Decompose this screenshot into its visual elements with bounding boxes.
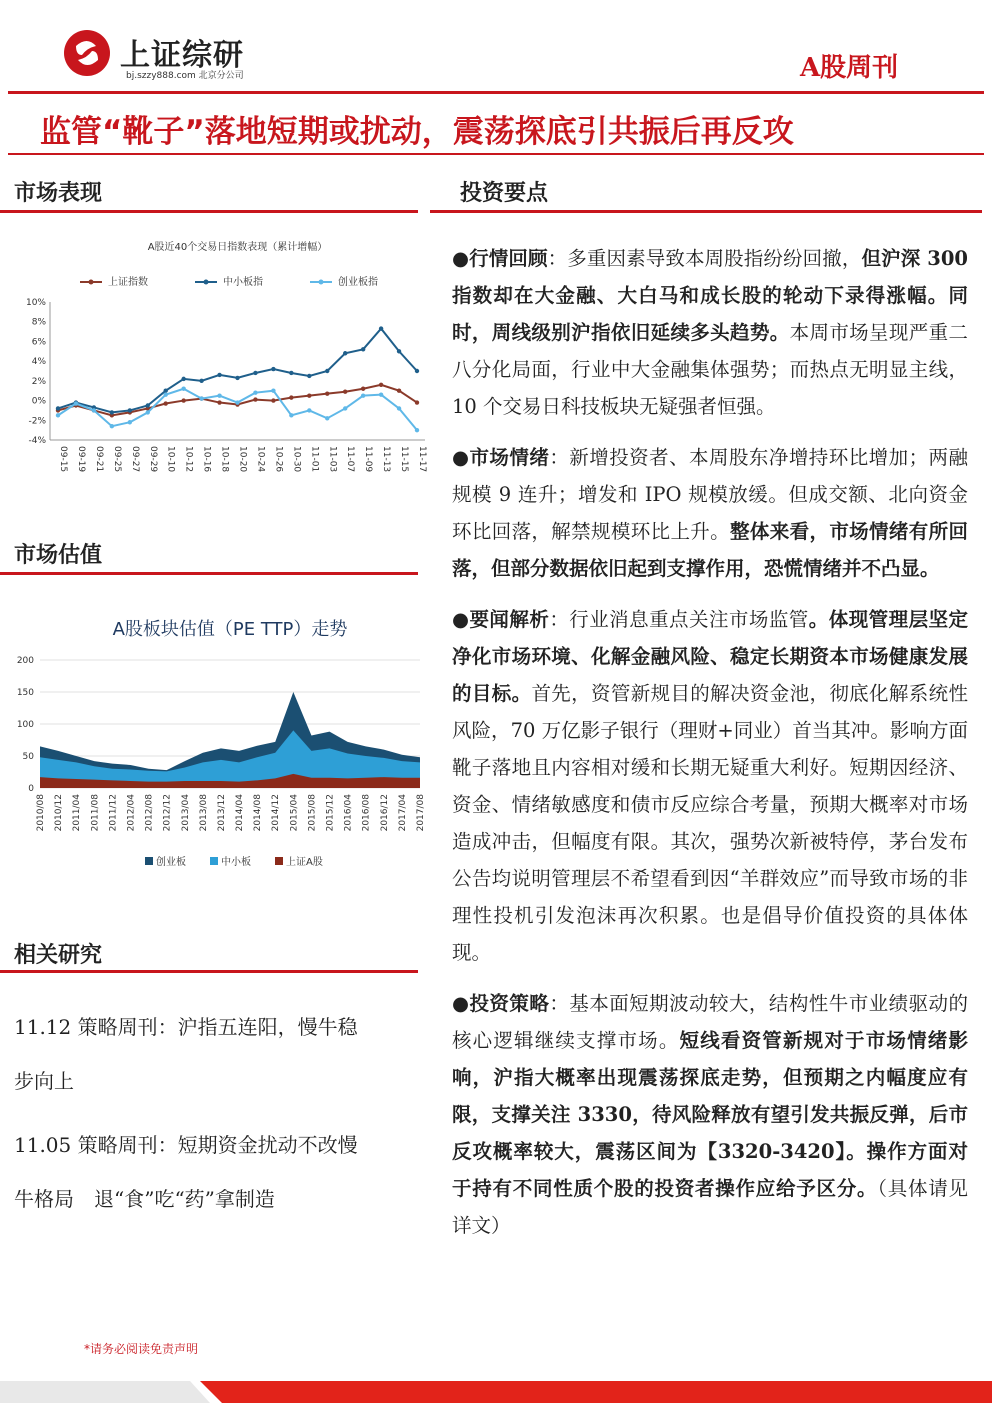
data-point	[361, 393, 365, 397]
para-review: ●行情回顾：多重因素导致本周股指纷纷回撤，但沪深 300 指数却在大金融、大白马和成长股的轮动下录得涨幅。同时，周线级别沪指依旧延续多头趋势。本周市场呈现严重二八分化局面，行业中大金融集体强势；而热点无明显主线，10 个交易日科技板块无疑强者恒强。	[452, 247, 968, 418]
data-point	[397, 389, 401, 393]
x-tick-label: 09-15	[58, 446, 68, 473]
x-tick-label: 2015/08	[307, 794, 318, 832]
data-point	[415, 369, 419, 373]
data-point	[379, 383, 383, 387]
section-rule	[0, 572, 418, 575]
data-point	[415, 400, 419, 404]
x-tick-label: 2010/12	[54, 794, 65, 832]
y-tick-label: 4%	[31, 357, 46, 368]
data-point	[379, 326, 383, 330]
y-tick-label: 10%	[25, 298, 46, 308]
chart-title: A股近40个交易日指数表现（累计增幅）	[147, 242, 328, 253]
x-tick-label: 2011/08	[90, 794, 101, 832]
x-tick-label: 2013/12	[216, 794, 227, 832]
investment-body	[452, 240, 968, 1244]
data-point	[307, 408, 311, 412]
y-tick-label: 200	[16, 656, 34, 666]
data-point	[343, 390, 347, 394]
data-point	[397, 349, 401, 353]
data-point	[325, 369, 329, 373]
x-tick-label: 2015/12	[325, 794, 336, 832]
x-tick-label: 11-15	[399, 446, 410, 473]
legend-swatch	[145, 857, 153, 865]
x-tick-label: 2016/12	[379, 794, 390, 832]
data-point	[146, 403, 150, 407]
data-point	[343, 406, 347, 410]
section-valuation: 市场估值	[14, 543, 103, 568]
data-point	[146, 410, 150, 414]
x-tick-label: 10-24	[255, 446, 266, 473]
disclaimer[interactable]: *请务必阅读免责声明	[84, 1342, 199, 1356]
data-point	[289, 395, 293, 399]
data-point	[325, 416, 329, 420]
footer-stripe	[0, 1373, 992, 1403]
series-line	[58, 329, 417, 413]
x-tick-label: 2017/08	[416, 794, 426, 832]
data-point	[253, 397, 257, 401]
legend-label: 创业板	[156, 857, 186, 868]
x-tick-label: 2011/04	[72, 794, 83, 832]
legend-label: 创业板指	[338, 277, 378, 288]
x-tick-label: 09-25	[111, 446, 122, 473]
x-tick-label: 10-10	[165, 446, 176, 473]
x-tick-label: 2014/08	[253, 794, 264, 832]
x-tick-label: 2010/08	[36, 794, 46, 832]
para-news: ●要闻解析：行业消息重点关注市场监管。体现管理层坚定净化市场环境、化解金融风险、稳定长期资本市场健康发展的目标。首先，资管新规目的解决资金池，彻底化解系统性风险，70 万亿影子银行（理财+同业）首当其冲。影响方面靴子落地且内容相对缓和长期无疑重大利好。短期因经济、资金、情绪敏感度和债市反应综合考量，预期大概率对市场造成冲击，但幅度有限。其次，强势次新被特停，茅台发布公告均说明管理层不希望看到因“羊群效应”而导致市场的非理性投机引发泡沫再次积累。也是倡导价值投资的具体体现。	[452, 608, 968, 964]
legend-marker	[204, 280, 209, 285]
data-point	[74, 401, 78, 405]
data-point	[415, 428, 419, 432]
data-point	[235, 376, 239, 380]
x-tick-label: 11-01	[309, 446, 320, 473]
index-performance-chart	[10, 230, 435, 520]
data-point	[181, 377, 185, 381]
headline-rule	[8, 153, 984, 155]
x-tick-label: 10-30	[291, 446, 302, 473]
data-point	[271, 398, 275, 402]
legend-swatch	[275, 857, 283, 865]
x-tick-label: 2011/12	[108, 794, 119, 832]
data-point	[271, 389, 275, 393]
data-point	[253, 371, 257, 375]
x-tick-label: 11-13	[381, 446, 392, 473]
data-point	[235, 400, 239, 404]
x-tick-label: 2014/12	[271, 794, 282, 832]
x-tick-label: 2014/04	[235, 794, 246, 832]
section-related: 相关研究	[14, 943, 103, 968]
y-tick-label: 0%	[31, 396, 46, 407]
logo-icon	[62, 28, 112, 78]
valuation-chart	[5, 605, 430, 905]
legend-label: 中小板指	[223, 277, 263, 288]
x-tick-label: 2012/08	[144, 794, 155, 832]
related-item[interactable]: 11.05 策略周刊：短期资金扰动不改慢 牛格局 退“食”吃“药”拿制造	[14, 1133, 358, 1211]
data-point	[128, 420, 132, 424]
section-rule	[430, 210, 982, 213]
legend-swatch	[210, 857, 218, 865]
data-point	[307, 374, 311, 378]
x-tick-label: 10-26	[273, 446, 284, 473]
x-tick-label: 10-20	[237, 446, 248, 473]
data-point	[56, 406, 60, 410]
x-tick-label: 10-16	[201, 446, 212, 473]
x-tick-label: 2017/04	[397, 794, 408, 832]
para-sentiment: ●市场情绪：新增投资者、本周股东净增持环比增加；两融规模 9 连升；增发和 IPO 规模放缓。但成交额、北向资金环比回落，解禁规模环比上升。整体来看，市场情绪有所回落，但部分数据依旧起到支撑作用，恐慌情绪并不凸显。	[452, 446, 968, 580]
x-tick-label: 2012/12	[162, 794, 173, 832]
publication-name: A股周刊	[800, 53, 899, 83]
y-tick-label: 150	[16, 688, 34, 698]
data-point	[379, 392, 383, 396]
legend-label: 上证A股	[286, 857, 323, 868]
x-tick-label: 2013/04	[180, 794, 191, 832]
y-tick-label: -4%	[28, 436, 46, 446]
data-point	[56, 413, 60, 417]
related-item[interactable]: 11.12 策略周刊：沪指五连阳，慢牛稳 步向上	[14, 1015, 358, 1093]
para-strategy: ●投资策略：基本面短期波动较大，结构性牛市业绩驱动的核心逻辑继续支撑市场。短线看资管新规对于市场情绪影响，沪指大概率出现震荡探底走势，但预期之内幅度应有限，支撑关注 3330，待风险释放有望引发共振反弹，后市反攻概率较大，震荡区间为【3320-3420】。操作方面对于持有不同性质个股的投资者操作应给予区分。（具体请见详文）	[452, 992, 968, 1237]
brand-sub: bj.szzy888.com 北京分公司	[126, 71, 244, 81]
data-point	[253, 390, 257, 394]
data-point	[361, 387, 365, 391]
x-tick-label: 11-07	[345, 446, 356, 473]
x-tick-label: 09-21	[93, 446, 104, 473]
x-tick-label: 2016/04	[343, 794, 354, 832]
x-tick-label: 2016/08	[361, 794, 372, 832]
x-tick-label: 10-18	[219, 446, 230, 473]
data-point	[343, 351, 347, 355]
y-tick-label: 50	[22, 752, 34, 762]
headline: 监管“靴子”落地短期或扰动，震荡探底引共振后再反攻	[40, 114, 794, 150]
data-point	[164, 389, 168, 393]
data-point	[164, 401, 168, 405]
data-point	[289, 371, 293, 375]
x-tick-label: 2012/04	[126, 794, 137, 832]
data-point	[181, 387, 185, 391]
data-point	[110, 424, 114, 428]
x-tick-label: 11-17	[417, 446, 427, 473]
data-point	[128, 408, 132, 412]
related-list	[14, 1000, 419, 1226]
brand-name: 上证综研	[120, 38, 244, 73]
data-point	[361, 347, 365, 351]
data-point	[164, 392, 168, 396]
legend-label: 上证指数	[108, 277, 148, 288]
data-point	[217, 400, 221, 404]
section-rule	[0, 970, 418, 973]
section-investment: 投资要点	[460, 181, 549, 206]
y-tick-label: 2%	[31, 376, 46, 387]
chart-title: A股板块估值（PE TTP）走势	[112, 619, 348, 640]
data-point	[289, 413, 293, 417]
x-tick-label: 11-03	[327, 446, 338, 473]
x-tick-label: 2015/04	[289, 794, 300, 832]
header-rule	[8, 91, 984, 94]
x-tick-label: 09-19	[75, 446, 86, 473]
data-point	[199, 396, 203, 400]
data-point	[199, 379, 203, 383]
data-point	[181, 398, 185, 402]
legend-marker	[319, 280, 324, 285]
y-tick-label: 0	[28, 784, 34, 794]
legend-marker	[89, 280, 94, 285]
data-point	[217, 393, 221, 397]
x-tick-label: 2013/08	[198, 794, 209, 832]
section-rule	[0, 210, 418, 213]
data-point	[325, 391, 329, 395]
section-market: 市场表现	[14, 181, 103, 206]
data-point	[271, 367, 275, 371]
x-tick-label: 11-09	[363, 446, 374, 473]
data-point	[307, 393, 311, 397]
data-point	[92, 408, 96, 412]
y-tick-label: -2%	[28, 416, 46, 427]
y-tick-label: 6%	[31, 337, 46, 348]
y-tick-label: 100	[16, 720, 34, 730]
legend-label: 中小板	[221, 857, 251, 868]
data-point	[397, 406, 401, 410]
data-point	[110, 410, 114, 414]
x-tick-label: 09-27	[129, 446, 140, 473]
x-tick-label: 09-29	[147, 446, 158, 473]
logo	[62, 28, 112, 78]
y-tick-label: 8%	[31, 317, 46, 328]
x-tick-label: 10-12	[183, 446, 194, 473]
data-point	[217, 373, 221, 377]
